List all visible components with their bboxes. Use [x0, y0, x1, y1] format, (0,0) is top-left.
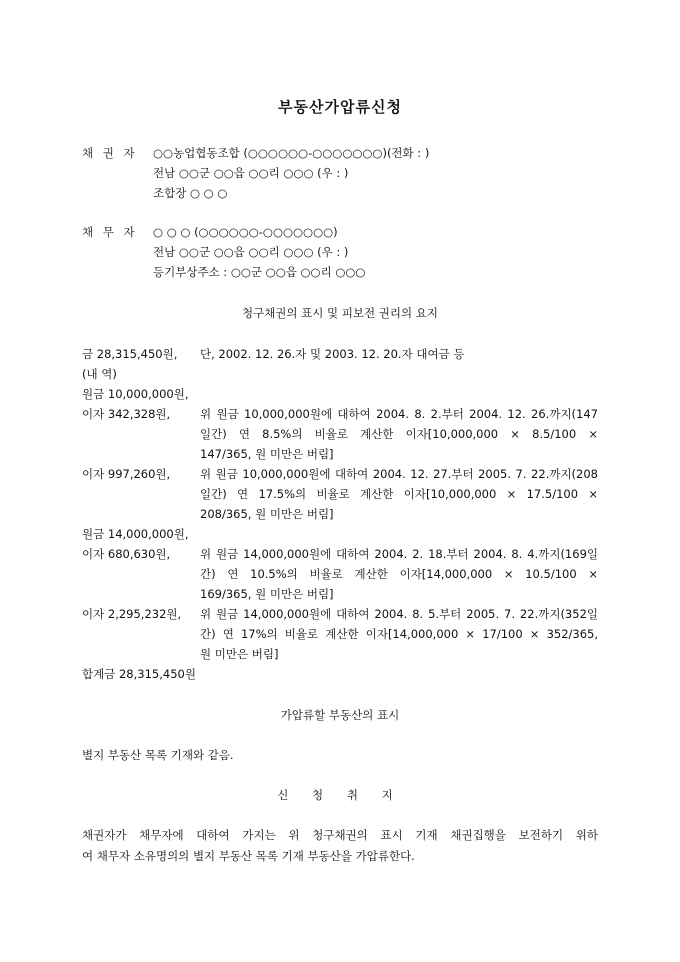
section-heading-property: 가압류할 부동산의 표시: [280, 708, 400, 722]
interest-1-line: 일간) 연 8.5%의 비율로 계산한 이자[10,000,000 × 8.5/100 ×: [200, 427, 598, 441]
purpose-line: 채권자가 채무자에 대하여 가지는 위 청구채권의 표시 기재 채권집행을 보전하기 위하: [82, 828, 598, 842]
principal-2: 원금 14,000,000원,: [82, 527, 189, 541]
interest-2-line: 위 원금 10,000,000원에 대하여 2004. 12. 27.부터 2005. 7. 22.까지(208: [200, 467, 598, 481]
debtor-registered-address: 등기부상주소 : ○○군 ○○읍 ○○리 ○○○: [153, 265, 366, 279]
interest-2-line: 208/365, 원 미만은 버림]: [200, 507, 334, 521]
section-heading-purpose: 신 청 취 지: [277, 788, 403, 802]
interest-4-line: 간) 연 17%의 비율로 계산한 이자[14,000,000 × 17/100 × 352/365,: [200, 627, 598, 641]
section-heading-claim: 청구채권의 표시 및 피보전 권리의 요지: [241, 306, 439, 320]
document-title: 부동산가압류신청: [278, 98, 402, 116]
interest-1-amount: 이자 342,328원,: [82, 407, 171, 421]
purpose-line: 여 채무자 소유명의의 별지 부동산 목록 기재 부동산을 가압류한다.: [82, 849, 415, 863]
creditor-address: 전남 ○○군 ○○읍 ○○리 ○○○ (우 : ): [153, 166, 349, 180]
creditor-label: 채 권 자: [82, 146, 138, 160]
interest-1-line: 147/365, 원 미만은 버림]: [200, 447, 334, 461]
interest-3-line: 169/365, 원 미만은 버림]: [200, 587, 334, 601]
interest-3-line: 위 원금 14,000,000원에 대하여 2004. 2. 18.부터 2004. 8. 4.까지(169일: [200, 547, 598, 561]
claim-sum: 합계금 28,315,450원: [82, 667, 196, 681]
interest-4-line: 위 원금 14,000,000원에 대하여 2004. 8. 5.부터 2005. 7. 22.까지(352일: [200, 607, 598, 621]
interest-1-line: 위 원금 10,000,000원에 대하여 2004. 8. 2.부터 2004. 12. 26.까지(147: [200, 407, 598, 421]
interest-2-line: 일간) 연 17.5%의 비율로 계산한 이자[10,000,000 × 17.5/100 ×: [200, 487, 598, 501]
creditor-representative: 조합장 ○ ○ ○: [153, 186, 228, 200]
creditor-name: ○○농업협동조합 (○○○○○○-○○○○○○○)(전화 : ): [153, 146, 430, 160]
principal-1: 원금 10,000,000원,: [82, 387, 189, 401]
interest-4-line: 원 미만은 버림]: [200, 647, 279, 661]
property-note: 별지 부동산 목록 기재와 같음.: [82, 748, 234, 762]
claim-basis: 단, 2002. 12. 26.자 및 2003. 12. 20.자 대여금 등: [200, 347, 465, 361]
debtor-label: 채 무 자: [82, 225, 138, 239]
interest-4-amount: 이자 2,295,232원,: [82, 607, 182, 621]
claim-detail-label: (내 역): [82, 367, 117, 381]
interest-3-amount: 이자 680,630원,: [82, 547, 171, 561]
claim-total: 금 28,315,450원,: [82, 347, 178, 361]
interest-2-amount: 이자 997,260원,: [82, 467, 171, 481]
interest-3-line: 간) 연 10.5%의 비율로 계산한 이자[14,000,000 × 10.5/100 ×: [200, 567, 598, 581]
debtor-name: ○ ○ ○ (○○○○○○-○○○○○○○): [153, 225, 338, 239]
debtor-address: 전남 ○○군 ○○읍 ○○리 ○○○ (우 : ): [153, 245, 349, 259]
